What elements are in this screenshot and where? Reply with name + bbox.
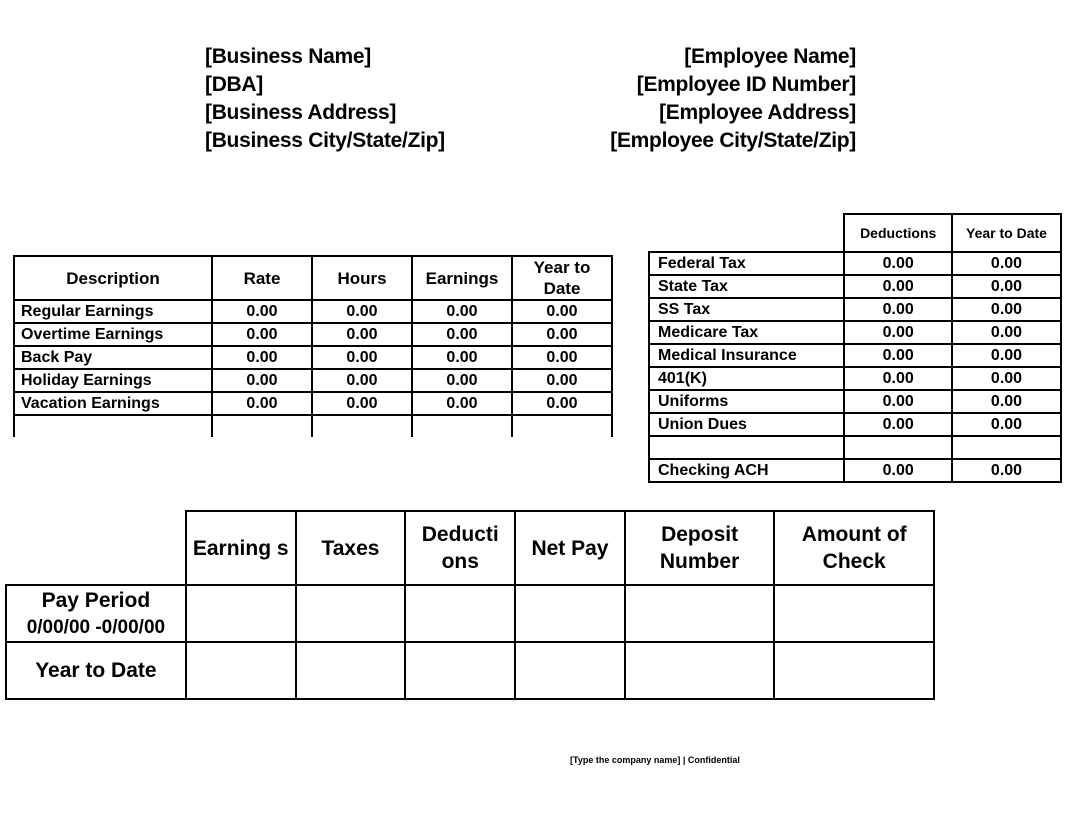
earnings-hours: 0.00: [312, 392, 412, 415]
deduction-amount: 0.00: [844, 413, 952, 436]
earnings-ytd: 0.00: [512, 392, 612, 415]
empty-cell: [405, 642, 515, 699]
summary-header-deductions: Deducti ons: [405, 511, 515, 585]
earnings-header-earnings: Earnings: [412, 256, 512, 300]
deduction-desc: State Tax: [649, 275, 844, 298]
empty-cell: [186, 585, 296, 642]
table-row: [649, 413, 1061, 436]
pay-period-range: 0/00/00 -0/00/00: [26, 616, 166, 638]
deduction-desc: Uniforms: [649, 390, 844, 413]
earnings-header-rate: Rate: [212, 256, 312, 300]
checking-ach-desc: Checking ACH: [649, 459, 844, 482]
table-row: [649, 275, 1061, 298]
table-row: [14, 369, 612, 392]
empty-cell: [515, 585, 625, 642]
business-dba: [DBA]: [205, 73, 263, 96]
summary-header-net-pay: Net Pay: [515, 511, 625, 585]
table-row-checking: [649, 459, 1061, 482]
earnings-desc: Back Pay: [14, 346, 212, 369]
earnings-amount: 0.00: [412, 346, 512, 369]
earnings-header-description: Description: [14, 256, 212, 300]
earnings-header-hours: Hours: [312, 256, 412, 300]
deduction-ytd: 0.00: [952, 344, 1061, 367]
empty-cell: [312, 415, 412, 437]
table-row-empty: [14, 415, 612, 437]
table-row: [14, 346, 612, 369]
empty-cell: [186, 642, 296, 699]
table-row: [649, 252, 1061, 275]
deduction-amount: 0.00: [844, 298, 952, 321]
empty-cell: [412, 415, 512, 437]
deductions-header-amount: Deductions: [844, 214, 952, 252]
earnings-rate: 0.00: [212, 300, 312, 323]
earnings-amount: 0.00: [412, 323, 512, 346]
empty-cell: [296, 642, 406, 699]
earnings-ytd: 0.00: [512, 323, 612, 346]
table-row: [649, 298, 1061, 321]
empty-cell: [649, 436, 844, 459]
earnings-hours: 0.00: [312, 300, 412, 323]
deduction-ytd: 0.00: [952, 252, 1061, 275]
checking-ach-amount: 0.00: [844, 459, 952, 482]
deduction-desc: Medical Insurance: [649, 344, 844, 367]
deduction-ytd: 0.00: [952, 275, 1061, 298]
deduction-amount: 0.00: [844, 367, 952, 390]
empty-cell: [14, 415, 212, 437]
ytd-label-cell: [6, 642, 186, 699]
deduction-amount: 0.00: [844, 390, 952, 413]
empty-cell: [774, 585, 934, 642]
deduction-ytd: 0.00: [952, 367, 1061, 390]
table-row: [649, 367, 1061, 390]
employee-name: [Employee Name]: [684, 45, 856, 68]
deduction-amount: 0.00: [844, 344, 952, 367]
earnings-amount: 0.00: [412, 392, 512, 415]
summary-header-deposit-number: Deposit Number: [625, 511, 775, 585]
empty-cell: [844, 436, 952, 459]
business-address: [Business Address]: [205, 101, 397, 124]
summary-row-pay-period: [6, 585, 934, 642]
earnings-amount: 0.00: [412, 369, 512, 392]
empty-header-cell: [6, 511, 186, 585]
earnings-desc: Regular Earnings: [14, 300, 212, 323]
summary-header-row: [6, 511, 934, 585]
earnings-ytd: 0.00: [512, 369, 612, 392]
empty-cell: [774, 642, 934, 699]
empty-cell: [296, 585, 406, 642]
earnings-rate: 0.00: [212, 346, 312, 369]
deduction-ytd: 0.00: [952, 390, 1061, 413]
empty-cell: [625, 585, 775, 642]
deductions-header-ytd: Year to Date: [952, 214, 1061, 252]
table-row: [14, 300, 612, 323]
empty-cell: [405, 585, 515, 642]
empty-cell: [515, 642, 625, 699]
table-row: [649, 321, 1061, 344]
earnings-amount: 0.00: [412, 300, 512, 323]
table-row: [14, 392, 612, 415]
summary-header-amount-of-check: Amount of Check: [774, 511, 934, 585]
summary-header-taxes: Taxes: [296, 511, 406, 585]
deduction-amount: 0.00: [844, 321, 952, 344]
business-city-state-zip: [Business City/State/Zip]: [205, 129, 445, 152]
earnings-table: [13, 255, 613, 437]
summary-table: [5, 510, 935, 700]
deduction-ytd: 0.00: [952, 413, 1061, 436]
earnings-desc: Holiday Earnings: [14, 369, 212, 392]
empty-cell: [512, 415, 612, 437]
empty-cell: [625, 642, 775, 699]
deduction-amount: 0.00: [844, 275, 952, 298]
empty-header-cell: [649, 214, 844, 252]
footer-confidential: [Type the company name] | Confidential: [570, 755, 740, 765]
deduction-desc: Federal Tax: [649, 252, 844, 275]
ytd-label: Year to Date: [35, 659, 157, 682]
earnings-hours: 0.00: [312, 323, 412, 346]
deduction-amount: 0.00: [844, 252, 952, 275]
deduction-desc: 401(K): [649, 367, 844, 390]
employee-city-state-zip: [Employee City/State/Zip]: [610, 129, 856, 152]
employee-address: [Employee Address]: [659, 101, 856, 124]
business-info: [205, 43, 445, 155]
earnings-rate: 0.00: [212, 369, 312, 392]
earnings-hours: 0.00: [312, 346, 412, 369]
empty-cell: [212, 415, 312, 437]
table-row: [14, 323, 612, 346]
pay-period-label-cell: [6, 585, 186, 642]
summary-header-earnings: Earning s: [186, 511, 296, 585]
business-name: [Business Name]: [205, 45, 371, 68]
earnings-desc: Overtime Earnings: [14, 323, 212, 346]
deduction-desc: SS Tax: [649, 298, 844, 321]
deduction-ytd: 0.00: [952, 321, 1061, 344]
deduction-desc: Medicare Tax: [649, 321, 844, 344]
earnings-ytd: 0.00: [512, 300, 612, 323]
deduction-desc: Union Dues: [649, 413, 844, 436]
table-row: [649, 344, 1061, 367]
earnings-header-ytd: Year to Date: [512, 256, 612, 300]
deduction-ytd: 0.00: [952, 298, 1061, 321]
earnings-ytd: 0.00: [512, 346, 612, 369]
earnings-rate: 0.00: [212, 392, 312, 415]
empty-cell: [952, 436, 1061, 459]
table-row-empty: [649, 436, 1061, 459]
earnings-desc: Vacation Earnings: [14, 392, 212, 415]
table-row: [649, 390, 1061, 413]
earnings-hours: 0.00: [312, 369, 412, 392]
earnings-rate: 0.00: [212, 323, 312, 346]
pay-period-label: Pay Period: [41, 588, 151, 612]
deductions-header-row: [649, 214, 1061, 252]
checking-ach-ytd: 0.00: [952, 459, 1061, 482]
deductions-table: [648, 213, 1062, 483]
employee-info: [560, 43, 856, 155]
employee-id-number: [Employee ID Number]: [636, 73, 856, 96]
earnings-header-row: [14, 256, 612, 300]
summary-row-ytd: [6, 642, 934, 699]
